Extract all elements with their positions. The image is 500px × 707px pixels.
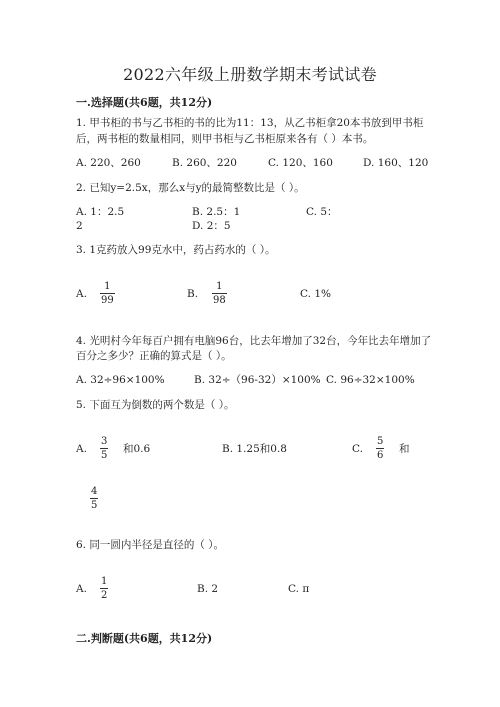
question-5-option-c-second-fraction <box>90 486 98 511</box>
section-heading-true-false: 二.判断题(共6题，共12分) <box>76 632 213 645</box>
fraction-numerator: 4 <box>91 486 98 497</box>
question-2-option-c[interactable]: C. 5： <box>306 206 338 218</box>
page-title: 2022六年级上册数学期末考试试卷 <box>123 65 377 84</box>
fraction-numerator: 1 <box>216 281 223 292</box>
question-6-option-a[interactable]: A. <box>76 583 87 595</box>
question-4-option-c[interactable]: C. 96÷32×100% <box>326 374 415 386</box>
fraction-bar <box>100 588 108 589</box>
fraction-bar <box>100 448 108 449</box>
question-4-option-a[interactable]: A. 32÷96×100% <box>76 374 165 386</box>
question-3-option-b[interactable]: B. <box>187 288 199 300</box>
question-5-option-a-fraction <box>100 436 108 461</box>
question-2-option-a[interactable]: A. 1：2.5 <box>76 206 125 218</box>
fraction-bar <box>100 293 115 294</box>
fraction-denominator: 2 <box>101 590 108 601</box>
fraction-numerator: 3 <box>101 436 108 447</box>
fraction-bar <box>376 448 384 449</box>
question-6-option-b[interactable]: B. 2 <box>197 583 219 595</box>
question-1-stem-line1: 1. 甲书柜的书与乙书柜的书的比为11：13，从乙书柜拿20本书放到甲书柜 <box>76 117 424 129</box>
question-3-option-c[interactable]: C. 1% <box>300 288 331 300</box>
fraction-denominator: 98 <box>213 295 226 306</box>
fraction-numerator: 5 <box>377 436 384 447</box>
question-5-option-c[interactable]: C. <box>352 443 363 455</box>
section-heading-choice: 一.选择题(共6题，共12分) <box>76 96 213 109</box>
question-6-stem: 6. 同一圆内半径是直径的（ ）。 <box>76 539 224 551</box>
question-1-option-b[interactable]: B. 260、220 <box>172 157 237 169</box>
question-3-stem: 3. 1克药放入99克水中，药占药水的（ ）。 <box>76 244 276 256</box>
question-2-stem: 2. 已知y=2.5x，那么x与y的最简整数比是（ ）。 <box>76 182 305 194</box>
fraction-numerator: 1 <box>104 281 111 292</box>
fraction-denominator: 5 <box>101 450 108 461</box>
question-4-stem-line1: 4. 光明村今年每百户拥有电脑96台，比去年增加了32台，今年比去年增加了 <box>76 335 432 347</box>
question-5-option-b[interactable]: B. 1.25和0.8 <box>222 443 287 455</box>
question-5-option-a[interactable]: A. <box>76 443 87 455</box>
question-1-option-d[interactable]: D. 160、120 <box>363 157 429 169</box>
question-2-option-d[interactable]: D. 2：5 <box>192 220 231 232</box>
question-6-option-c[interactable]: C. π <box>288 583 310 595</box>
question-3-option-b-fraction <box>212 281 227 306</box>
question-1-stem-line2: 后，两书柜的数量相同，则甲书柜与乙书柜原来各有（ ）本书。 <box>76 133 374 145</box>
question-5-option-c-fraction <box>376 436 384 461</box>
fraction-denominator: 99 <box>101 295 114 306</box>
question-2-option-b[interactable]: B. 2.5：1 <box>192 206 241 218</box>
fraction-denominator: 5 <box>91 500 98 511</box>
question-3-option-a-fraction <box>100 281 115 306</box>
question-5-option-a-rest: 和0.6 <box>123 443 151 455</box>
question-5-option-c-rest: 和 <box>399 443 410 455</box>
question-4-stem-line2: 百分之多少？正确的算式是（ ）。 <box>76 350 232 362</box>
question-1-option-a[interactable]: A. 220、260 <box>76 157 141 169</box>
fraction-numerator: 1 <box>101 576 108 587</box>
question-3-option-a[interactable]: A. <box>76 288 87 300</box>
fraction-bar <box>90 498 98 499</box>
fraction-bar <box>212 293 227 294</box>
question-2-option-c-continued: 2 <box>76 220 83 232</box>
question-5-stem: 5. 下面互为倒数的两个数是（ ）。 <box>76 399 235 411</box>
question-6-option-a-fraction <box>100 576 108 601</box>
question-4-option-b[interactable]: B. 32÷（96-32）×100% <box>194 374 321 386</box>
fraction-denominator: 6 <box>377 450 384 461</box>
question-1-option-c[interactable]: C. 120、160 <box>268 157 333 169</box>
